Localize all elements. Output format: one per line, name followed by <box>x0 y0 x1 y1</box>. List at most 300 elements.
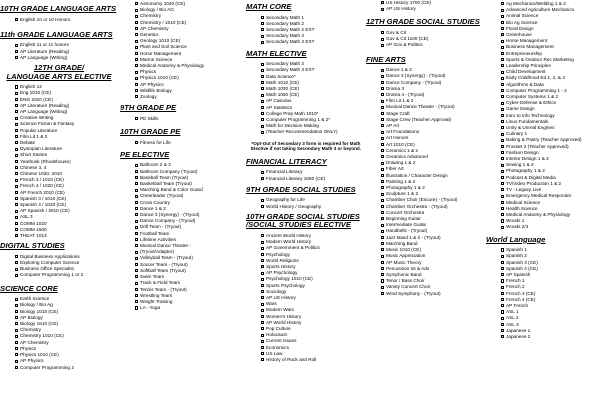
checkbox[interactable] <box>381 137 384 140</box>
checkbox[interactable] <box>15 304 18 307</box>
checkbox[interactable] <box>501 267 504 270</box>
checkbox[interactable] <box>501 58 504 61</box>
checkbox[interactable] <box>135 207 138 210</box>
course-label: AP Physics <box>20 358 44 364</box>
checkbox[interactable] <box>261 112 264 115</box>
checkbox[interactable] <box>15 185 18 188</box>
checkbox[interactable] <box>15 353 18 356</box>
course-item <box>366 6 486 12</box>
checkbox[interactable] <box>135 220 138 223</box>
course-label: Sculpture 1 & 2 <box>386 191 419 197</box>
course-label: US Law <box>266 350 283 356</box>
checkbox[interactable] <box>381 106 384 109</box>
checkbox[interactable] <box>261 205 264 208</box>
course-label: Science Fiction & Fantasy <box>20 121 75 127</box>
checkbox[interactable] <box>135 300 138 303</box>
checkbox[interactable] <box>501 120 504 123</box>
checkbox[interactable] <box>501 102 504 105</box>
course-label: Current Issues <box>266 338 297 344</box>
checkbox[interactable] <box>135 83 138 86</box>
course-label: Culinary 1 <box>506 131 528 137</box>
checkbox[interactable] <box>135 40 138 43</box>
checkbox[interactable] <box>501 83 504 86</box>
checkbox[interactable] <box>501 89 504 92</box>
course-section <box>0 5 118 23</box>
checkbox[interactable] <box>261 315 264 318</box>
course-label: Wars <box>266 301 277 307</box>
checkbox[interactable] <box>15 261 18 264</box>
checkbox[interactable] <box>501 248 504 251</box>
course-label: Economics <box>266 344 289 350</box>
checkbox[interactable] <box>135 27 138 30</box>
checkbox[interactable] <box>15 141 18 144</box>
checkbox[interactable] <box>381 69 384 72</box>
checkbox[interactable] <box>135 306 138 309</box>
course-label: Math 1050 (CE) <box>266 92 300 98</box>
checkbox[interactable] <box>15 123 18 126</box>
checkbox[interactable] <box>135 232 138 235</box>
checkbox[interactable] <box>261 303 264 306</box>
checkbox[interactable] <box>15 191 18 194</box>
checkbox[interactable] <box>261 334 264 337</box>
course-label: Tennis Team - (Tryout) <box>140 286 187 292</box>
checkbox[interactable] <box>501 219 504 222</box>
checkbox[interactable] <box>501 261 504 264</box>
checkbox[interactable] <box>501 304 504 307</box>
checkbox[interactable] <box>15 316 18 319</box>
checkbox[interactable] <box>261 278 264 281</box>
checkbox[interactable] <box>15 179 18 182</box>
checkbox[interactable] <box>501 213 504 216</box>
course-label: Chamber Choir (Encore) - (Tryout) <box>386 197 458 203</box>
checkbox[interactable] <box>15 129 18 132</box>
checkbox[interactable] <box>261 63 264 66</box>
course-label: Eng 1010 (CE) <box>20 90 52 96</box>
checkbox[interactable] <box>15 104 18 107</box>
checkbox[interactable] <box>501 21 504 24</box>
checkbox[interactable] <box>135 288 138 291</box>
checkbox[interactable] <box>261 41 264 44</box>
checkbox[interactable] <box>15 274 18 277</box>
checkbox[interactable] <box>501 317 504 320</box>
checkbox[interactable] <box>135 263 138 266</box>
checkbox[interactable] <box>261 259 264 262</box>
course-list <box>246 197 366 209</box>
course-list <box>120 1 245 100</box>
section-heading: 12TH GRADE SOCIAL STUDIES <box>366 17 480 27</box>
checkbox[interactable] <box>135 141 138 144</box>
checkbox[interactable] <box>381 168 384 171</box>
checkbox[interactable] <box>381 199 384 202</box>
course-label: French 3 / 1010 (CE) <box>20 177 64 183</box>
checkbox[interactable] <box>261 321 264 324</box>
course-item <box>246 176 366 182</box>
checkbox[interactable] <box>135 195 138 198</box>
checkbox[interactable] <box>135 251 138 254</box>
checkbox[interactable] <box>381 273 384 276</box>
checkbox[interactable] <box>501 255 504 258</box>
course-label: Ballroom 2 & 3 <box>140 162 171 168</box>
course-label: Spanish 3 / 1010 (CE) <box>20 195 67 201</box>
checkbox[interactable] <box>501 77 504 80</box>
checkbox[interactable] <box>381 180 384 183</box>
checkbox[interactable] <box>135 182 138 185</box>
checkbox[interactable] <box>15 255 18 258</box>
checkbox[interactable] <box>501 201 504 204</box>
checkbox[interactable] <box>135 170 138 173</box>
checkbox[interactable] <box>135 213 138 216</box>
checkbox[interactable] <box>135 176 138 179</box>
checkbox[interactable] <box>15 117 18 120</box>
checkbox[interactable] <box>381 224 384 227</box>
checkbox[interactable] <box>261 35 264 38</box>
checkbox[interactable] <box>381 267 384 270</box>
checkbox[interactable] <box>261 16 264 19</box>
section-heading: FINE ARTS <box>366 54 406 64</box>
checkbox[interactable] <box>261 340 264 343</box>
course-list <box>0 42 118 61</box>
section-heading: /SOCIAL STUDIES ELECTIVE <box>246 220 351 230</box>
course-label: Zoology <box>140 94 157 100</box>
checkbox[interactable] <box>15 135 18 138</box>
course-label: Marching Band & Color Guard <box>140 187 203 193</box>
checkbox[interactable] <box>501 46 504 49</box>
checkbox[interactable] <box>15 310 18 313</box>
checkbox[interactable] <box>261 125 264 128</box>
course-label: Secondary Math 3 <box>266 61 305 67</box>
course-label: Chemistry / 1010 (CE) <box>140 19 187 25</box>
checkbox[interactable] <box>381 75 384 78</box>
checkbox[interactable] <box>501 139 504 142</box>
course-label: Interior Design 1 & 2 <box>506 156 549 162</box>
course-label: Musical Dance Theater - <box>140 243 191 249</box>
course-list <box>366 30 486 49</box>
checkbox[interactable] <box>261 290 264 293</box>
checkbox[interactable] <box>261 94 264 97</box>
checkbox[interactable] <box>501 15 504 18</box>
section-heading: SCIENCE CORE <box>0 283 58 293</box>
checkbox[interactable] <box>15 347 18 350</box>
checkbox[interactable] <box>15 203 18 206</box>
course-label: Dance Company - (Tryout) <box>140 218 196 224</box>
checkbox[interactable] <box>261 199 264 202</box>
checkbox[interactable] <box>381 87 384 90</box>
checkbox[interactable] <box>381 211 384 214</box>
course-label: Soccer Team - (Tryout) <box>140 261 188 267</box>
checkbox[interactable] <box>15 222 18 225</box>
checkbox[interactable] <box>135 275 138 278</box>
course-label: English 12 <box>20 84 42 90</box>
course-label: Wildlife Biology <box>140 87 172 93</box>
checkbox[interactable] <box>135 95 138 98</box>
checkbox[interactable] <box>501 298 504 301</box>
checkbox[interactable] <box>501 157 504 160</box>
checkbox[interactable] <box>135 189 138 192</box>
checkbox[interactable] <box>501 151 504 154</box>
checkbox[interactable] <box>135 238 138 241</box>
checkbox[interactable] <box>381 205 384 208</box>
checkbox[interactable] <box>15 329 18 332</box>
checkbox[interactable] <box>381 149 384 152</box>
checkbox[interactable] <box>15 18 18 21</box>
checkbox[interactable] <box>135 269 138 272</box>
checkbox[interactable] <box>501 71 504 74</box>
checkbox[interactable] <box>261 22 264 25</box>
checkbox[interactable] <box>15 110 18 113</box>
checkbox[interactable] <box>381 248 384 251</box>
checkbox[interactable] <box>135 117 138 120</box>
checkbox[interactable] <box>135 244 138 247</box>
checkbox[interactable] <box>135 201 138 204</box>
course-label: Modern Wars <box>266 307 294 313</box>
checkbox[interactable] <box>15 322 18 325</box>
checkbox[interactable] <box>501 27 504 30</box>
checkbox[interactable] <box>15 335 18 338</box>
course-label: AP Art <box>386 123 400 129</box>
opt-out-note: *Opt-Out of Secondary 3 form is required for Math Elective if not taking Secondary Math 3 or beyond. <box>250 140 362 152</box>
checkbox[interactable] <box>381 100 384 103</box>
checkbox[interactable] <box>261 100 264 103</box>
course-label: Spanish 2 <box>506 253 527 259</box>
checkbox[interactable] <box>261 87 264 90</box>
course-label: World Religions <box>266 257 299 263</box>
checkbox[interactable] <box>501 273 504 276</box>
course-label: Film Lit 1 & 2 <box>386 98 414 104</box>
checkbox[interactable] <box>135 52 138 55</box>
course-label: AP Government & Politics <box>266 245 320 251</box>
checkbox[interactable] <box>261 234 264 237</box>
checkbox[interactable] <box>135 21 138 24</box>
checkbox[interactable] <box>501 329 504 332</box>
checkbox[interactable] <box>261 284 264 287</box>
checkbox[interactable] <box>501 145 504 148</box>
checkbox[interactable] <box>135 226 138 229</box>
checkbox[interactable] <box>15 268 18 271</box>
checkbox[interactable] <box>501 335 504 338</box>
checkbox[interactable] <box>15 228 18 231</box>
checkbox[interactable] <box>381 143 384 146</box>
checkbox[interactable] <box>501 170 504 173</box>
course-label: Math for Decision Making <box>266 123 319 129</box>
course-label: Business Office Specialist <box>20 266 74 272</box>
checkbox[interactable] <box>381 230 384 233</box>
checkbox[interactable] <box>261 247 264 250</box>
checkbox[interactable] <box>501 182 504 185</box>
course-item <box>0 272 118 278</box>
checkbox[interactable] <box>15 85 18 88</box>
checkbox[interactable] <box>15 44 18 47</box>
checkbox[interactable] <box>501 279 504 282</box>
checkbox[interactable] <box>501 95 504 98</box>
checkbox[interactable] <box>261 253 264 256</box>
checkbox[interactable] <box>15 92 18 95</box>
checkbox[interactable] <box>135 64 138 67</box>
course-label: Digital Business Applications <box>20 253 80 259</box>
checkbox[interactable] <box>135 9 138 12</box>
course-label: Math 1030 (CE) <box>266 86 300 92</box>
checkbox[interactable] <box>501 195 504 198</box>
course-label: Exploring Computer Science <box>20 260 80 266</box>
course-label: Leadership Principles <box>506 63 551 69</box>
checkbox[interactable] <box>261 272 264 275</box>
checkbox[interactable] <box>261 81 264 84</box>
course-item <box>246 129 366 135</box>
checkbox[interactable] <box>381 174 384 177</box>
checkbox[interactable] <box>501 114 504 117</box>
checkbox[interactable] <box>15 166 18 169</box>
checkbox[interactable] <box>15 197 18 200</box>
course-label: Musical Dance Theater - (Tryout) <box>386 104 455 110</box>
checkbox[interactable] <box>501 33 504 36</box>
checkbox[interactable] <box>501 286 504 289</box>
checkbox[interactable] <box>135 58 138 61</box>
checkbox[interactable] <box>261 106 264 109</box>
checkbox[interactable] <box>135 33 138 36</box>
checkbox[interactable] <box>381 112 384 115</box>
section-heading: DIGITAL STUDIES <box>0 241 65 251</box>
course-label: COMM 1500 <box>20 226 47 232</box>
checkbox[interactable] <box>501 9 504 12</box>
checkbox[interactable] <box>501 108 504 111</box>
checkbox[interactable] <box>15 360 18 363</box>
checkbox[interactable] <box>381 81 384 84</box>
course-label: Weight Training <box>140 298 173 304</box>
checkbox[interactable] <box>261 358 264 361</box>
checkbox[interactable] <box>381 217 384 220</box>
checkbox[interactable] <box>501 310 504 313</box>
checkbox[interactable] <box>381 44 384 47</box>
course-label: Secondary Math 3 EXT <box>266 67 315 73</box>
checkbox[interactable] <box>135 89 138 92</box>
course-label: Fashion Design <box>506 149 539 155</box>
checkbox[interactable] <box>15 148 18 151</box>
course-label: Cheerleader (Tryout) <box>140 193 184 199</box>
checkbox[interactable] <box>381 236 384 239</box>
checkbox[interactable] <box>261 241 264 244</box>
checkbox[interactable] <box>261 28 264 31</box>
checkbox[interactable] <box>501 2 504 5</box>
checkbox[interactable] <box>15 160 18 163</box>
checkbox[interactable] <box>381 155 384 158</box>
checkbox[interactable] <box>15 56 18 59</box>
checkbox[interactable] <box>261 177 264 180</box>
checkbox[interactable] <box>15 98 18 101</box>
course-item <box>120 94 245 100</box>
checkbox[interactable] <box>501 64 504 67</box>
checkbox[interactable] <box>15 366 18 369</box>
course-section <box>246 3 366 46</box>
checkbox[interactable] <box>381 279 384 282</box>
course-label: French 1 <box>506 278 525 284</box>
checkbox[interactable] <box>261 352 264 355</box>
course-label: Tenor / Bass Choir <box>386 278 425 284</box>
checkbox[interactable] <box>15 154 18 157</box>
checkbox[interactable] <box>381 186 384 189</box>
checkbox[interactable] <box>501 176 504 179</box>
checkbox[interactable] <box>135 294 138 297</box>
checkbox[interactable] <box>501 323 504 326</box>
checkbox[interactable] <box>261 75 264 78</box>
checkbox[interactable] <box>381 1 384 4</box>
checkbox[interactable] <box>135 46 138 49</box>
checkbox[interactable] <box>381 8 384 11</box>
checkbox[interactable] <box>501 164 504 167</box>
checkbox[interactable] <box>15 216 18 219</box>
course-label: Podcast & Digital Media <box>506 174 556 180</box>
course-list <box>366 0 486 12</box>
checkbox[interactable] <box>15 341 18 344</box>
checkbox[interactable] <box>381 131 384 134</box>
checkbox[interactable] <box>15 234 18 237</box>
checkbox[interactable] <box>501 226 504 229</box>
checkbox[interactable] <box>15 298 18 301</box>
course-label: AP Physics <box>140 81 164 87</box>
checkbox[interactable] <box>135 257 138 260</box>
checkbox[interactable] <box>381 261 384 264</box>
checkbox[interactable] <box>501 188 504 191</box>
checkbox[interactable] <box>261 296 264 299</box>
course-label: AP Literature (Reading) <box>20 48 70 54</box>
section-heading: World Language <box>486 234 546 244</box>
checkbox[interactable] <box>501 40 504 43</box>
checkbox[interactable] <box>261 346 264 349</box>
course-label: Psychology 1010 (CE) <box>266 276 313 282</box>
checkbox[interactable] <box>135 71 138 74</box>
checkbox[interactable] <box>15 210 18 213</box>
checkbox[interactable] <box>261 131 264 134</box>
checkbox[interactable] <box>381 31 384 34</box>
course-label: Financial Literacy 1060 (CE) <box>266 175 326 181</box>
course-item <box>0 55 118 61</box>
checkbox[interactable] <box>501 52 504 55</box>
checkbox[interactable] <box>381 38 384 41</box>
checkbox[interactable] <box>135 77 138 80</box>
checkbox[interactable] <box>15 50 18 53</box>
checkbox[interactable] <box>261 171 264 174</box>
checkbox[interactable] <box>261 265 264 268</box>
course-label: Animal Science <box>506 13 539 19</box>
checkbox[interactable] <box>501 207 504 210</box>
checkbox[interactable] <box>135 2 138 5</box>
checkbox[interactable] <box>381 286 384 289</box>
checkbox[interactable] <box>261 69 264 72</box>
section-heading: FINANCIAL LITERACY <box>246 156 327 166</box>
course-label: Marine Science <box>140 56 173 62</box>
checkbox[interactable] <box>381 242 384 245</box>
checkbox[interactable] <box>501 133 504 136</box>
course-label: Secondary Math 2 EXT <box>266 27 315 32</box>
checkbox[interactable] <box>261 309 264 312</box>
checkbox[interactable] <box>135 282 138 285</box>
course-label: Baking & Pastry (Teacher Approved) <box>506 137 582 143</box>
course-label: French 4 / 1020 (CE) <box>20 183 64 189</box>
checkbox[interactable] <box>381 193 384 196</box>
checkbox[interactable] <box>381 124 384 127</box>
checkbox[interactable] <box>135 164 138 167</box>
checkbox[interactable] <box>135 15 138 18</box>
checkbox[interactable] <box>381 292 384 295</box>
checkbox[interactable] <box>381 162 384 165</box>
checkbox[interactable] <box>501 292 504 295</box>
checkbox[interactable] <box>15 172 18 175</box>
checkbox[interactable] <box>381 255 384 258</box>
checkbox[interactable] <box>381 118 384 121</box>
checkbox[interactable] <box>501 126 504 129</box>
course-section <box>246 50 366 152</box>
checkbox[interactable] <box>261 327 264 330</box>
checkbox[interactable] <box>261 118 264 121</box>
checkbox[interactable] <box>381 93 384 96</box>
